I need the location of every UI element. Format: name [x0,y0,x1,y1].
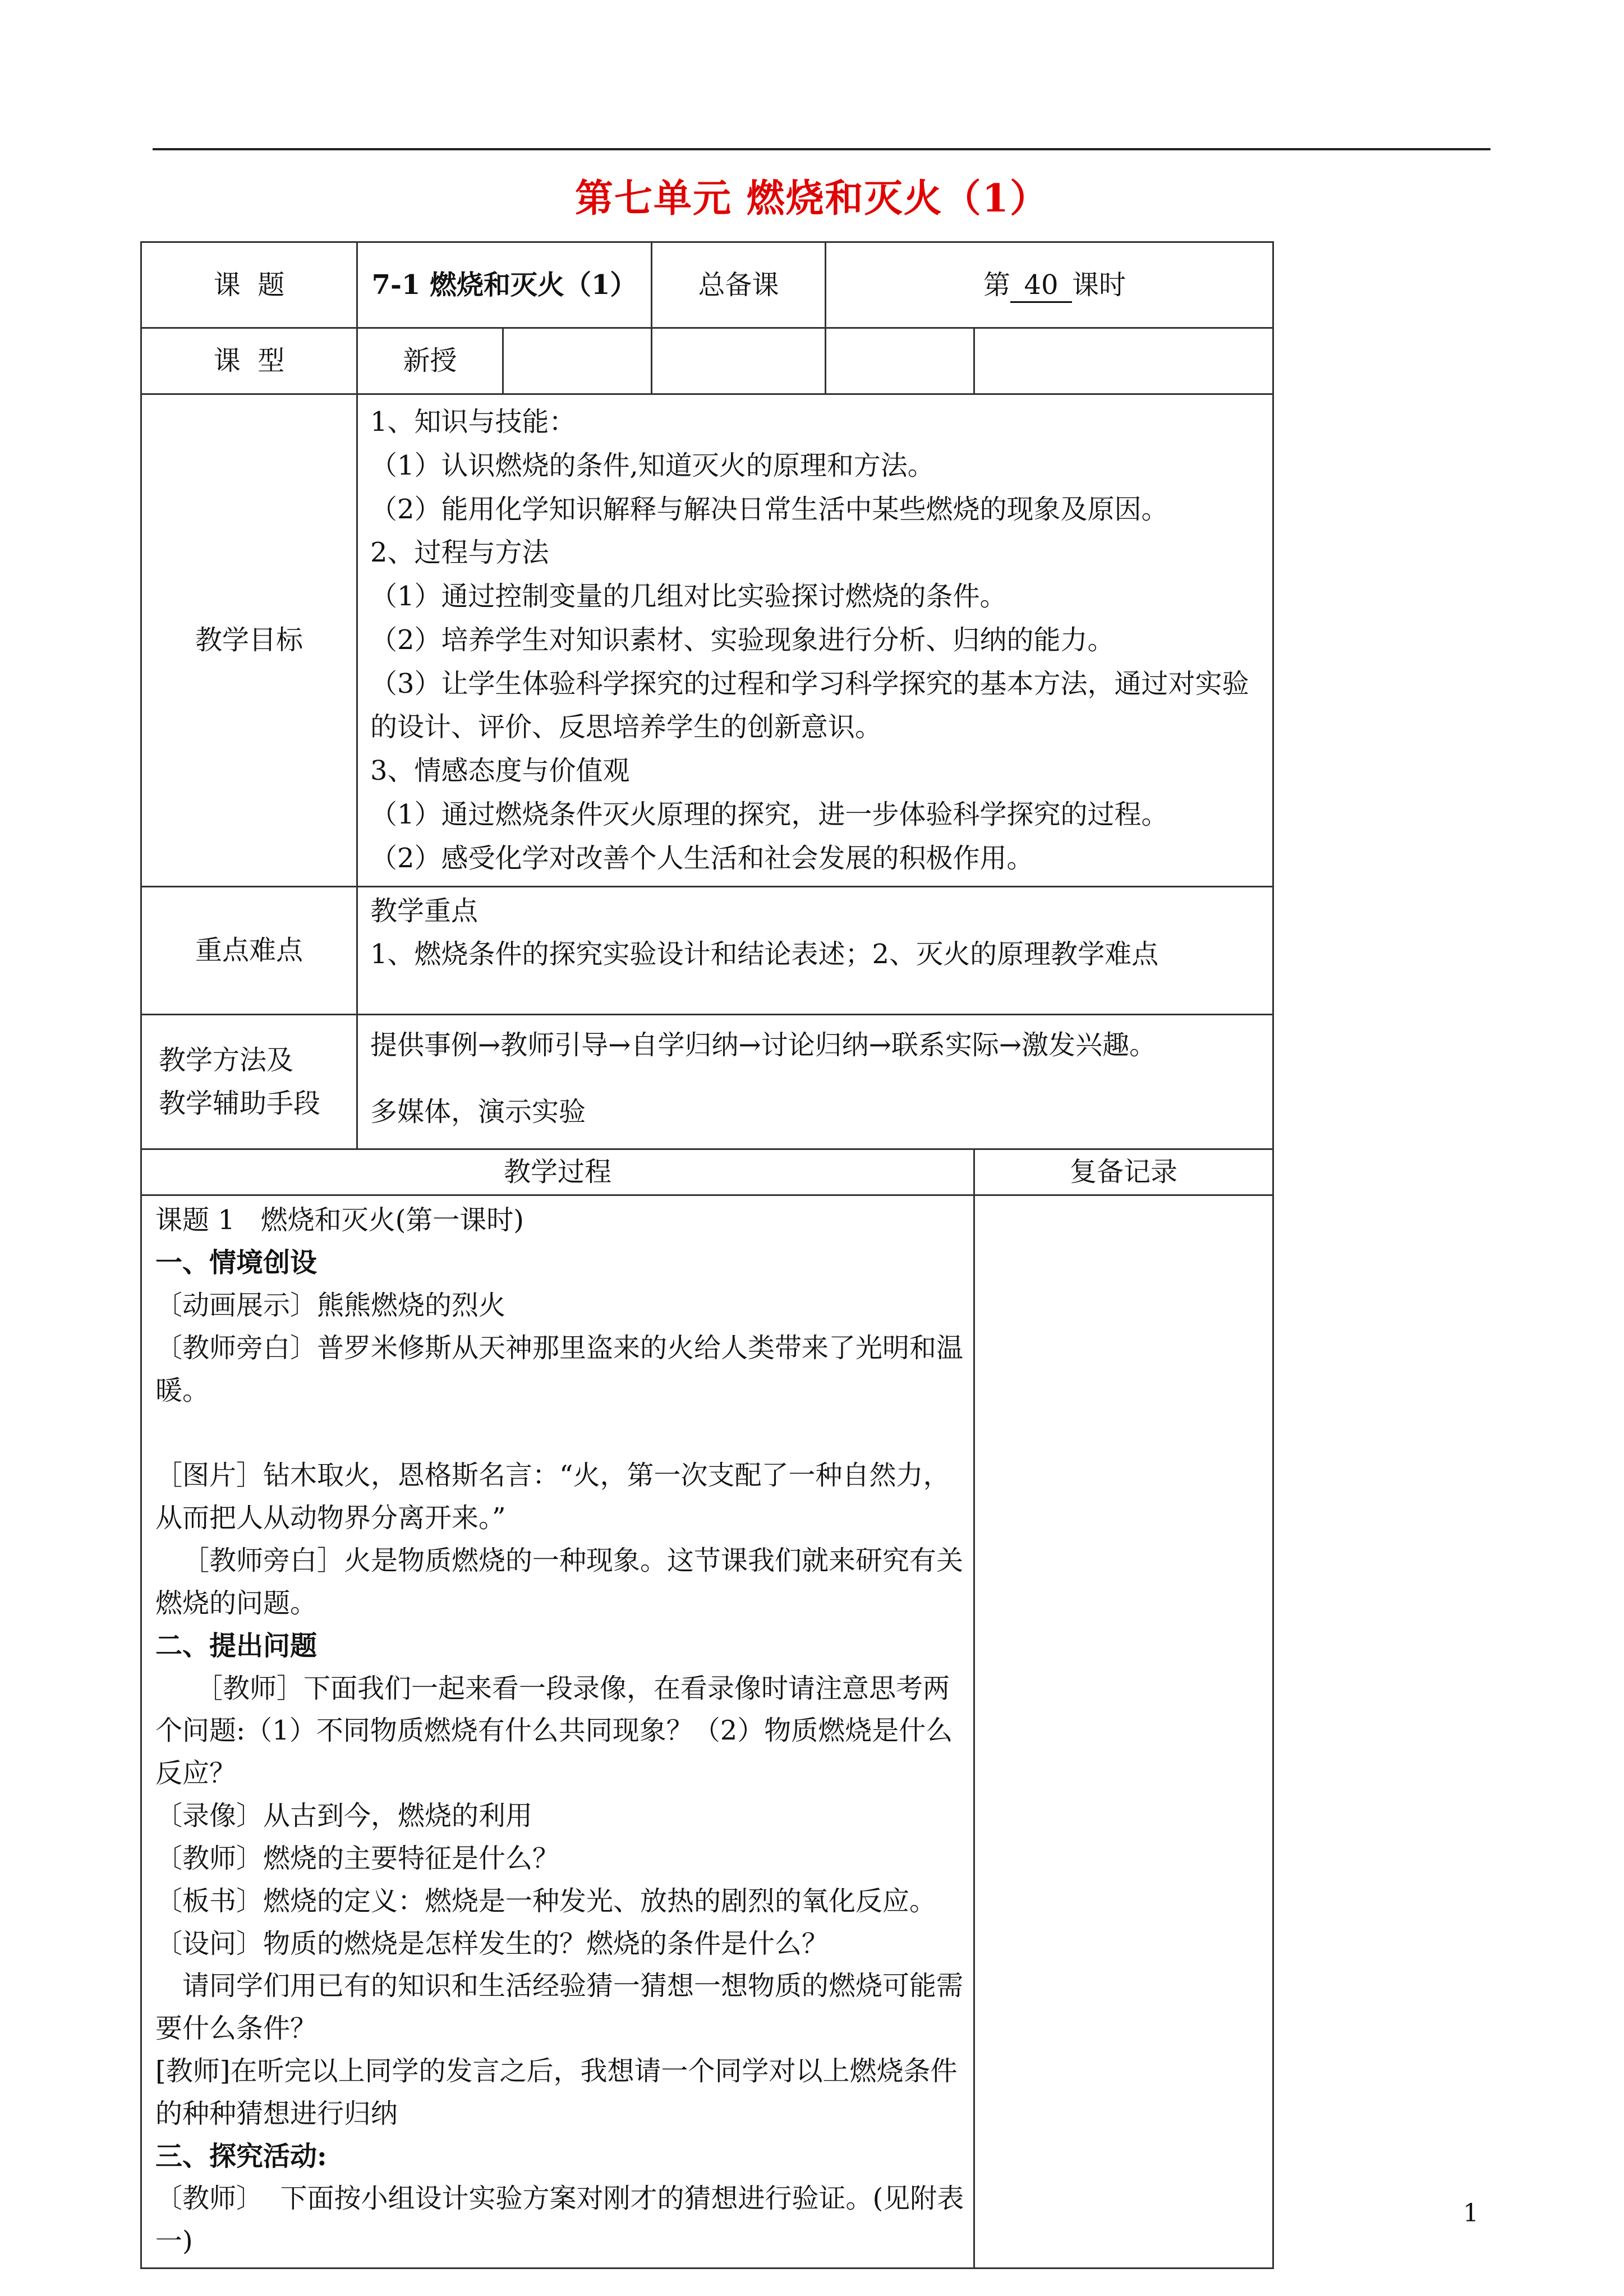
key-points-content [357,887,1273,1015]
lesson-title: 课题 1 燃烧和灭火(第一课时) [155,1204,525,1236]
process-paragraph: 〔教师〕 下面按小组设计实验方案对刚才的猜想进行验证。(见附表一) [155,2183,964,2257]
methods-content [357,1015,1273,1149]
process-paragraph: ［教师］下面我们一起来看一段录像，在看录像时请注意思考两个问题:（1）不同物质燃烧有什么共同现象？（2）物质燃烧是什么反应？ [155,1672,953,1789]
type-row [141,328,1273,394]
objective-line: 3、情感态度与价值观 [370,755,630,786]
process-paragraph: 〔教师〕燃烧的主要特征是什么？ [155,1842,560,1874]
objective-line: （1）通过控制变量的几组对比实验探讨燃烧的条件。 [370,581,1007,612]
methods-line2: 多媒体，演示实验 [370,1096,586,1128]
process-paragraph: 〔设问〕物质的燃烧是怎样发生的？燃烧的条件是什么？ [155,1927,829,1959]
process-paragraph: 请同学们用已有的知识和生活经验猜一猜想一想物质的燃烧可能需要什么条件？ [155,1970,964,2045]
period-number: 40 [1010,269,1072,303]
objective-line: （2）能用化学知识解释与解决日常生活中某些燃烧的现象及原因。 [370,493,1168,525]
objective-line: （2）培养学生对知识素材、实验现象进行分析、归纳的能力。 [370,624,1115,656]
objective-line: 2、过程与方法 [370,537,549,569]
type-value: 新授 [357,328,503,394]
subject-value: 7-1 燃烧和灭火（1） [357,242,652,328]
objective-line: （3）让学生体验科学探究的过程和学习科学探究的基本方法，通过对实验的设计、评价、反思培养学生的创新意识。 [370,668,1249,743]
process-paragraph: 〔教师旁白〕普罗米修斯从天神那里盗来的火给人类带来了光明和温暖。 [155,1332,964,1406]
key-points-label: 重点难点 [141,887,357,1015]
process-paragraph: 〔板书〕燃烧的定义：燃烧是一种发光、放热的剧烈的氧化反应。 [155,1885,937,1917]
methods-label-line1: 教学方法及 [159,1044,294,1076]
objectives-row [141,394,1273,887]
process-paragraph: ［图片］钻木取火，恩格斯名言：“火，第一次支配了一种自然力，从而把人从动物界分离开来。” [155,1460,950,1534]
type-empty-cell-2 [652,328,826,394]
section-title: 二、提出问题 [155,1630,318,1662]
objective-line: （2）感受化学对改善个人生活和社会发展的积极作用。 [370,842,1034,874]
section-title: 三、探究活动: [155,2140,327,2172]
key-points-heading: 教学重点 [370,895,479,927]
prep-label: 总备课 [652,242,826,328]
process-header-row [141,1149,1273,1195]
objective-line: 1、知识与技能： [370,406,576,438]
type-empty-cell-3 [826,328,974,394]
notes-header: 复备记录 [974,1149,1273,1195]
section-title: 一、情境创设 [155,1247,318,1279]
objectives-label: 教学目标 [141,394,357,887]
methods-label-line2: 教学辅助手段 [159,1087,321,1119]
page-title: 第七单元 燃烧和灭火（1） [575,176,1049,221]
process-header: 教学过程 [141,1149,974,1195]
type-empty-cell-4 [974,328,1273,394]
notes-cell [974,1195,1273,2269]
type-label: 课 型 [141,328,357,394]
objectives-content [357,394,1273,887]
page-number: 1 [1463,2199,1479,2228]
key-points-text: 1、燃烧条件的探究实验设计和结论表述；2、灭火的原理教学难点 [370,938,1159,970]
period-cell [826,242,1273,328]
subject-label: 课 题 [141,242,357,328]
header-rule [153,148,1490,150]
process-body-row [141,1195,1273,2269]
process-paragraph: ［教师旁白］火是物质燃烧的一种现象。这节课我们就来研究有关燃烧的问题。 [155,1545,964,1619]
period-prefix: 第 [983,269,1011,301]
process-content [141,1195,974,2269]
type-empty-cell-1 [503,328,652,394]
process-paragraph: 〔录像〕从古到今，燃烧的利用 [155,1800,533,1832]
objective-line: （1）通过燃烧条件灭火原理的探究，进一步体验科学探究的过程。 [370,798,1168,830]
process-paragraph: [教师]在听完以上同学的发言之后，我想请一个同学对以上燃烧条件的种种猜想进行归纳 [155,2055,958,2129]
methods-row [141,1015,1273,1149]
methods-label [141,1015,357,1149]
header-row [141,242,1273,328]
process-paragraph: 〔动画展示〕熊熊燃烧的烈火 [155,1289,506,1321]
period-suffix: 课时 [1072,269,1126,301]
lesson-plan-table [140,241,1274,2269]
methods-line1: 提供事例→教师引导→自学归纳→讨论归纳→联系实际→激发兴趣。 [370,1029,1157,1061]
objective-line: （1）认识燃烧的条件,知道灭火的原理和方法。 [370,449,935,481]
key-points-row [141,887,1273,1015]
